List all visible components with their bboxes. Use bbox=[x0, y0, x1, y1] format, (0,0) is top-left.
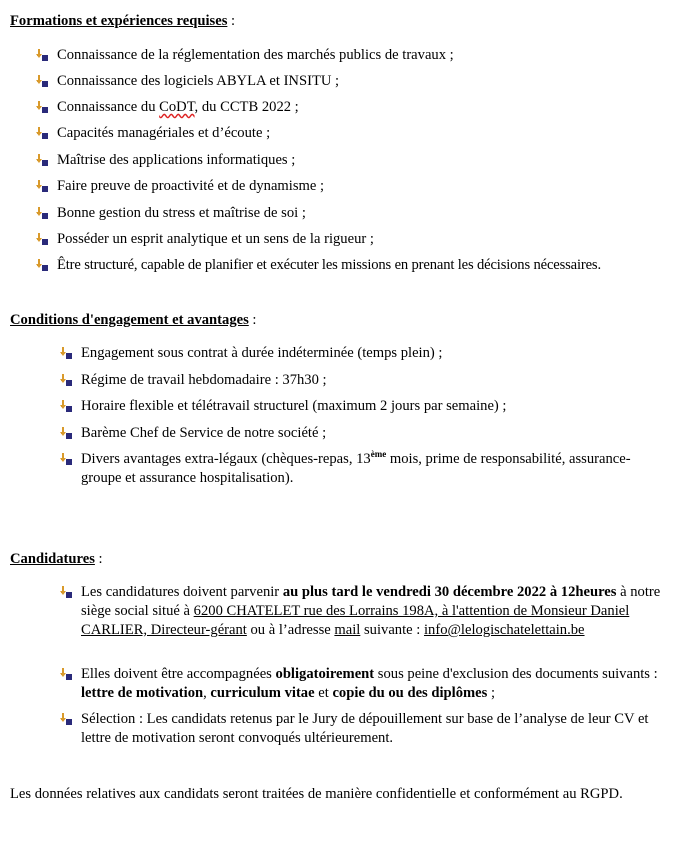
list-item: Connaissance du CoDT, du CCTB 2022 ; bbox=[36, 98, 676, 117]
arrow-bullet-icon bbox=[60, 400, 74, 412]
footer-paragraph: Les données relatives aux candidats seront traitées de manière confidentielle et conformément au RGPD. bbox=[10, 786, 623, 802]
arrow-bullet-icon bbox=[36, 49, 50, 61]
list-item: Connaissance des logiciels ABYLA et INSITU ; bbox=[36, 72, 676, 91]
section-heading-candidatures: Candidatures : bbox=[10, 551, 103, 567]
list-item: Maîtrise des applications informatiques ; bbox=[36, 151, 676, 170]
deadline-text: au plus tard le vendredi 30 décembre 2022 à 12heures bbox=[282, 584, 617, 600]
arrow-bullet-icon bbox=[36, 75, 50, 87]
address-text: 6200 CHATELET rue des Lorrains 198A, à l'attention de Monsieur Daniel CARLIER, Directeur-gérant bbox=[81, 603, 630, 638]
arrow-bullet-icon bbox=[60, 713, 74, 725]
arrow-bullet-icon bbox=[60, 668, 74, 680]
email-link[interactable]: info@lelogischatelettain.be bbox=[423, 622, 585, 638]
arrow-bullet-icon bbox=[60, 347, 74, 359]
arrow-bullet-icon bbox=[36, 127, 50, 139]
list-item: Barème Chef de Service de notre société ; bbox=[60, 424, 660, 443]
section-title: Formations et expériences requises bbox=[10, 13, 228, 29]
arrow-bullet-icon bbox=[36, 101, 50, 113]
list-item: Connaissance de la réglementation des marchés publics de travaux ; bbox=[36, 46, 676, 65]
section-heading-formations: Formations et expériences requises : bbox=[10, 13, 236, 29]
list-item: Engagement sous contrat à durée indéterminée (temps plein) ; bbox=[60, 344, 660, 363]
list-item: Posséder un esprit analytique et un sens de la rigueur ; bbox=[36, 230, 676, 249]
section-title: Conditions d'engagement et avantages bbox=[10, 312, 249, 328]
arrow-bullet-icon bbox=[36, 233, 50, 245]
arrow-bullet-icon bbox=[60, 453, 74, 465]
list-item: Sélection : Les candidats retenus par le Jury de dépouillement sur base de l’analyse de leur CV et lettre de motivation seront convoqués ultérieurement. bbox=[60, 710, 650, 748]
list-item: Faire preuve de proactivité et de dynamisme ; bbox=[36, 177, 676, 196]
list-item: Capacités managériales et d’écoute ; bbox=[36, 124, 676, 143]
arrow-bullet-icon bbox=[36, 154, 50, 166]
section-title: Candidatures bbox=[10, 551, 95, 567]
arrow-bullet-icon bbox=[60, 586, 74, 598]
list-item: Horaire flexible et télétravail structurel (maximum 2 jours par semaine) ; bbox=[60, 397, 660, 416]
section-heading-conditions: Conditions d'engagement et avantages : bbox=[10, 312, 257, 328]
spellcheck-word: CoDT bbox=[159, 99, 195, 115]
arrow-bullet-icon bbox=[36, 180, 50, 192]
arrow-bullet-icon bbox=[36, 259, 50, 271]
list-item: Elles doivent être accompagnées obligatoirement sous peine d'exclusion des documents suivants : lettre de motivation, curriculum vitae et copie du ou des diplômes ; bbox=[60, 665, 666, 703]
list-item: Les candidatures doivent parvenir au plus tard le vendredi 30 décembre 2022 à 12heures à notre siège social situé à 6200 CHATELET rue des Lorrains 198A, à l'attention de Monsieur Daniel CARLIER, Directeur-gérant ou à l’adresse mail suivante : info@lelogischatelettain.be bbox=[60, 583, 672, 640]
list-item: Régime de travail hebdomadaire : 37h30 ; bbox=[60, 371, 660, 390]
list-item: Être structuré, capable de planifier et exécuter les missions en prenant les décisions nécessaires. bbox=[36, 256, 686, 275]
arrow-bullet-icon bbox=[60, 427, 74, 439]
list-item: Divers avantages extra-légaux (chèques-repas, 13ème mois, prime de responsabilité, assurance-groupe et assurance hospitalisation). bbox=[60, 450, 632, 488]
list-item: Bonne gestion du stress et maîtrise de soi ; bbox=[36, 204, 676, 223]
arrow-bullet-icon bbox=[36, 207, 50, 219]
arrow-bullet-icon bbox=[60, 374, 74, 386]
